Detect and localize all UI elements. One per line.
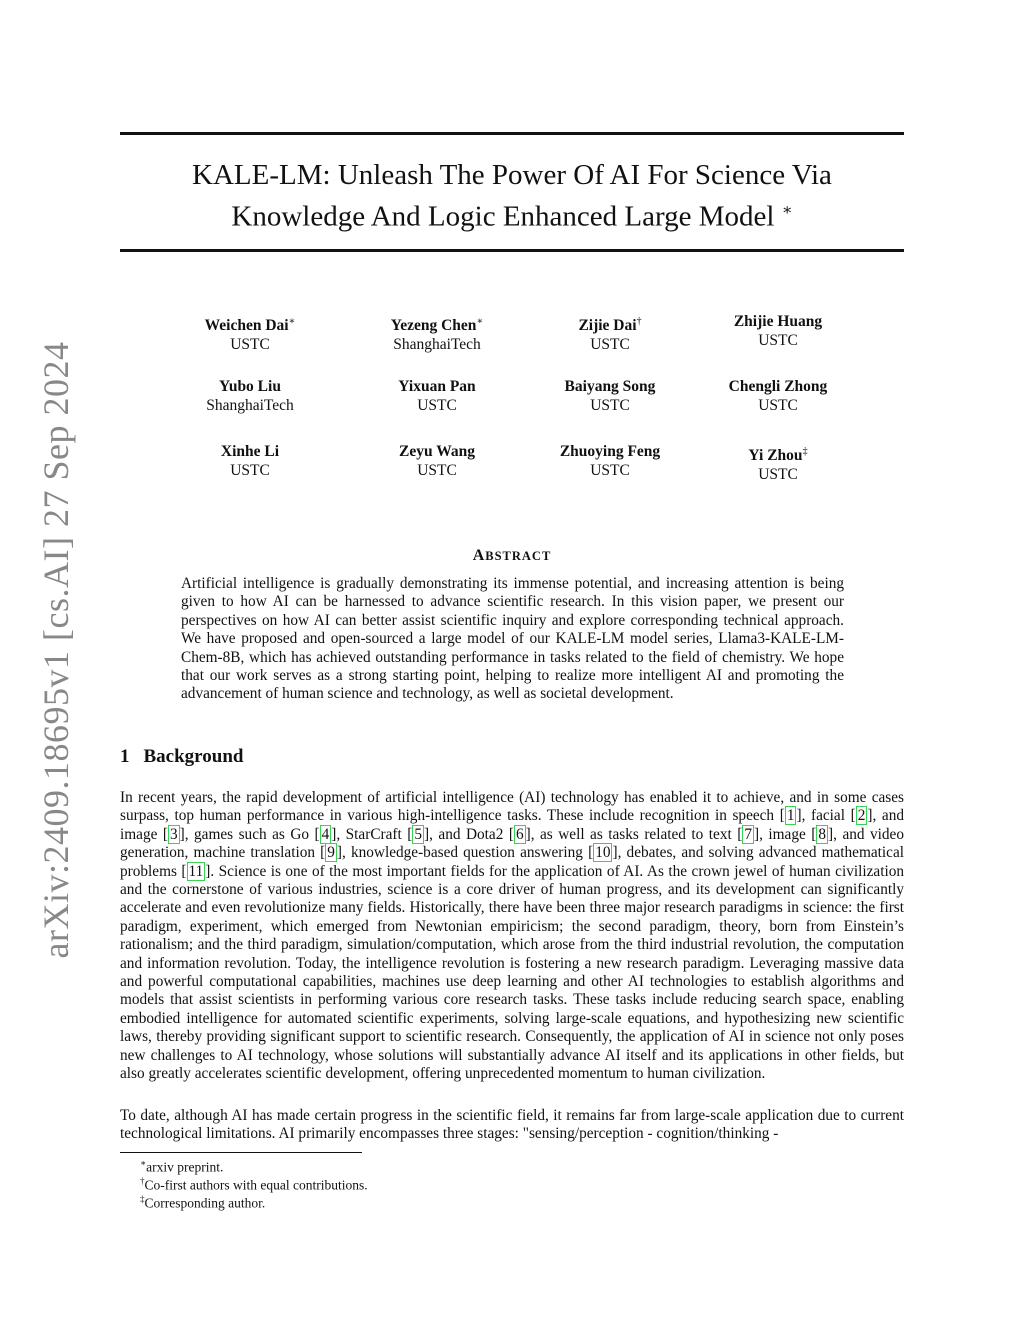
title-bottom-rule bbox=[120, 249, 904, 252]
author-affiliation: USTC bbox=[230, 462, 270, 479]
author-entry bbox=[337, 442, 537, 480]
footnote-mark: ‡ bbox=[140, 1194, 145, 1204]
citation-link[interactable]: 8 bbox=[818, 825, 827, 843]
citation-link[interactable]: 4 bbox=[321, 825, 330, 843]
citation-link[interactable]: 10 bbox=[595, 844, 611, 862]
author-affiliation: USTC bbox=[230, 336, 270, 354]
title-footnote-mark: ∗ bbox=[781, 202, 793, 219]
author-entry bbox=[337, 377, 537, 415]
author-name: Zeyu Wang bbox=[399, 443, 475, 460]
section-title: Background bbox=[143, 746, 244, 767]
title-line-2: Knowledge And Logic Enhanced Large Model bbox=[231, 200, 775, 233]
author-affiliation: USTC bbox=[590, 462, 630, 479]
author-footnote-mark: † bbox=[636, 316, 642, 327]
footnote-rule bbox=[120, 1152, 362, 1153]
author-entry bbox=[678, 442, 878, 484]
author-name: Weichen Dai∗ bbox=[204, 316, 296, 335]
author-entry bbox=[150, 377, 350, 415]
abstract-text: Artificial intelligence is gradually demonstrating its immense potential, and increasing attention is being given to how AI can be harnessed to advance scientific research. In this vision paper, we present our perspectives on how AI can better assist scientific inquiry and explore corresponding technical approach. We have proposed and open-sourced a large model of our KALE-LM model series, Llama3-KALE-LM-Chem-8B, which has achieved outstanding performance in tasks related to the field of chemistry. We hope that our work serves as a strong starting point, helping to realize more intelligent AI and promoting the advancement of human science and technology, as well as societal development. bbox=[181, 575, 844, 703]
footnote-mark: † bbox=[140, 1176, 145, 1186]
author-name: Zhuoying Feng bbox=[559, 443, 661, 460]
citation-link[interactable]: 7 bbox=[744, 825, 752, 843]
author-affiliation: USTC bbox=[590, 336, 630, 354]
author-entry bbox=[678, 312, 878, 350]
author-affiliation: USTC bbox=[758, 332, 798, 349]
author-affiliation: USTC bbox=[758, 466, 798, 484]
author-name: Yixuan Pan bbox=[398, 378, 476, 395]
author-entry bbox=[678, 377, 878, 415]
author-footnote-mark: ∗ bbox=[476, 316, 484, 327]
author-name: Baiyang Song bbox=[564, 378, 656, 395]
author-name: Yezeng Chen∗ bbox=[390, 316, 484, 335]
citation-link[interactable]: 5 bbox=[414, 825, 422, 843]
author-affiliation: ShanghaiTech bbox=[206, 397, 294, 414]
author-affiliation: USTC bbox=[417, 462, 457, 479]
title-top-rule bbox=[120, 132, 904, 135]
author-name: Zijie Dai† bbox=[578, 316, 642, 335]
author-entry bbox=[150, 442, 350, 480]
citation-link[interactable]: 2 bbox=[857, 807, 866, 825]
author-affiliation: USTC bbox=[758, 397, 798, 414]
footnote-text: arxiv preprint. bbox=[146, 1159, 224, 1175]
title-line-1: KALE-LM: Unleash The Power Of AI For Science Via bbox=[192, 159, 832, 191]
footnote-text: Corresponding author. bbox=[144, 1195, 266, 1211]
author-name: Yi Zhou‡ bbox=[748, 446, 808, 465]
paragraph-1: In recent years, the rapid development of artificial intelligence (AI) technology has enabled it to achieve, and in some cases surpass, top human performance in various high-intelligence tasks. These include recognition in speech [ 1 ], facial [ 2 ], and image [ 3 ], games such as Go [ 4 ], StarCraft [ 5 ], and Dota2 [ 6 ], as well as tasks related to text [ 7 ], image [ 8 ], and video generation, machine translation [ 9 ], knowledge-based question answering [ 10 ], debates, and solving advanced mathematical problems [ 11 ]. Science is one of the most important fields for the application of AI. As the crown jewel of human civilization and the cornerstone of various industries, science is a core driver of human progress, and its development can significantly accelerate and even revolutionize many fields. Historically, there have been three major research paradigms in science: the first paradigm, experiment, which emerged from Newtonian empiricism; the second paradigm, theory, born from Einstein’s rationalism; and the third paradigm, simulation/computation, which arose from the third industrial revolution, the computation and information revolution. Today, the intelligence revolution is fostering a new research paradigm. Leveraging massive data and powerful computational capabilities, machines use deep learning and other AI technologies to establish algorithms and models that assist scientists in performing various core research tasks. These tasks include reducing search space, enabling embodied intelligence for automated scientific experiments, solving large-scale equations, and hypothesizing new scientific laws, thereby providing significant support to scientific research. Consequently, the application of AI in science not only poses new challenges to AI technology, whose solutions will substantially advance AI itself and its applications in other fields, but also greatly accelerates scientific development, offering unprecedented momentum to human civilization. bbox=[120, 789, 904, 1083]
paragraph-2: To date, although AI has made certain progress in the scientific field, it remains far from large-scale application due to current technological limitations. AI primarily encompasses three stages: "sensing/perception - cognition/thinking - bbox=[120, 1107, 904, 1143]
author-footnote-mark: ‡ bbox=[802, 446, 808, 457]
author-affiliation: USTC bbox=[590, 397, 630, 414]
author-name: Xinhe Li bbox=[220, 443, 280, 460]
author-entry bbox=[337, 312, 537, 354]
author-entry bbox=[150, 312, 350, 354]
footnote bbox=[140, 1191, 265, 1212]
section-number: 1 bbox=[120, 746, 130, 767]
section-heading bbox=[120, 746, 243, 768]
author-affiliation: USTC bbox=[417, 397, 457, 414]
author-footnote-mark: ∗ bbox=[288, 316, 296, 327]
citation-link[interactable]: 9 bbox=[327, 844, 335, 862]
paper-title bbox=[120, 158, 904, 235]
citation-link[interactable]: 6 bbox=[515, 825, 524, 843]
footnote-text: Co-first authors with equal contributions. bbox=[144, 1177, 368, 1193]
author-name: Chengli Zhong bbox=[728, 378, 828, 395]
citation-link[interactable]: 3 bbox=[169, 825, 178, 843]
footnote-mark: ∗ bbox=[140, 1158, 147, 1168]
author-name: Yubo Liu bbox=[219, 378, 281, 395]
arxiv-identifier: arXiv:2409.18695v1 [cs.AI] 27 Sep 2024 bbox=[36, 341, 76, 959]
author-affiliation: ShanghaiTech bbox=[393, 336, 481, 354]
citation-link[interactable]: 1 bbox=[786, 807, 795, 825]
author-name: Zhijie Huang bbox=[733, 313, 823, 330]
abstract-heading: ABSTRACT bbox=[472, 547, 552, 564]
citation-link[interactable]: 11 bbox=[188, 862, 204, 880]
